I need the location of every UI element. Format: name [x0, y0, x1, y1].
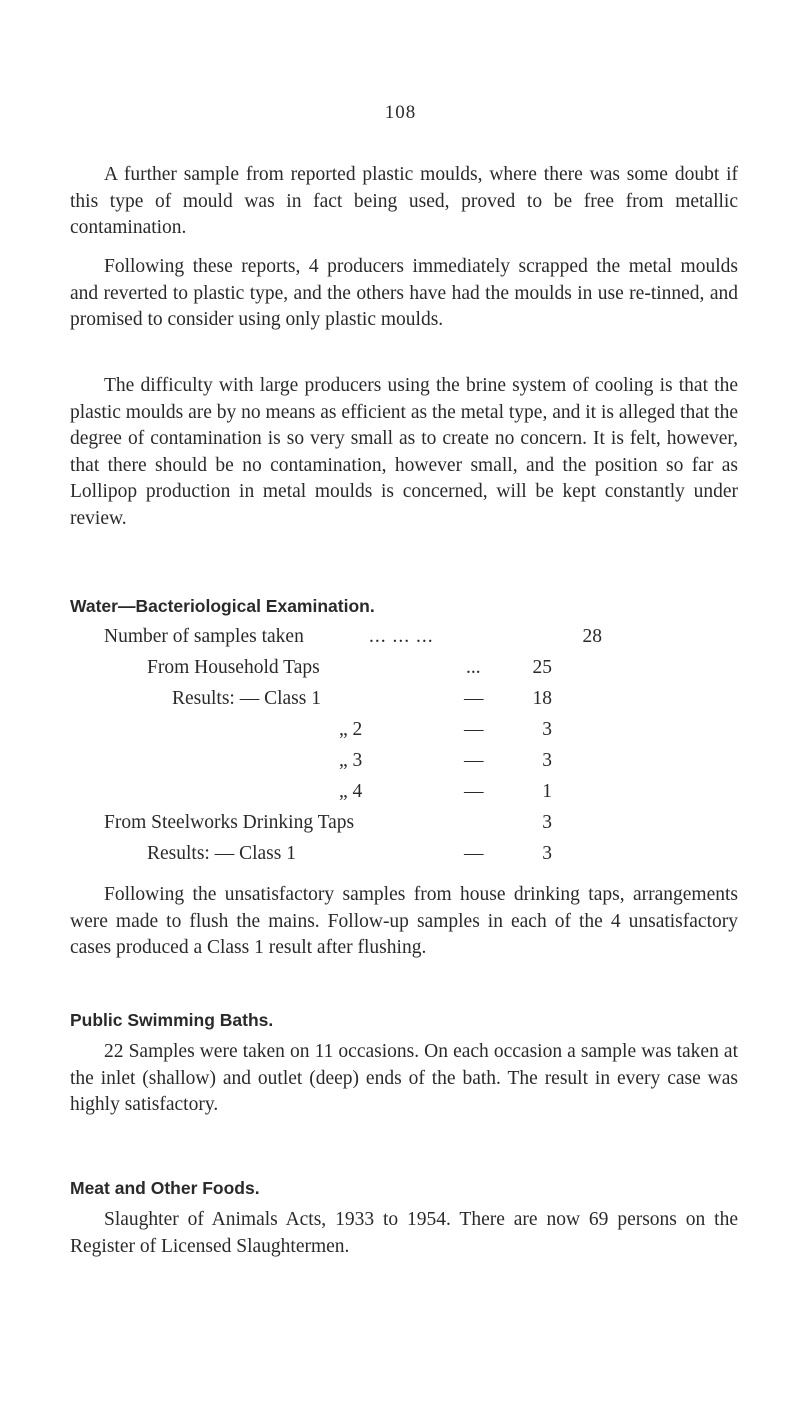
page-number: 108 [384, 102, 417, 123]
paragraph-producers-scrapped: Following these reports, 4 producers immediately scrapped the metal moulds and reverted to plastic type, and the others have had the moulds in use re-tinned, and promised to consider using only plastic moulds. [70, 256, 738, 330]
table-row-label: From Steelworks Drinking Taps [104, 812, 355, 833]
table-row-value: 3 [542, 719, 552, 740]
swimming-section-heading: Public Swimming Baths. [70, 1010, 274, 1030]
table-row-dots: ... ... ... [369, 626, 434, 647]
table-row-dash: — [464, 750, 484, 771]
table-row-value: 3 [542, 843, 552, 864]
table-row-label: From Household Taps [147, 657, 320, 678]
paragraph-swimming-baths: 22 Samples were taken on 11 occasions. On each occasion a sample was taken at the inlet (shallow) and outlet (deep) ends of the bath. The result in every case was highly satisfactory. [70, 1041, 738, 1115]
table-row-label: „ 3 [339, 750, 363, 771]
table-row-label: „ 2 [339, 719, 363, 740]
table-row-dash: — [464, 843, 484, 864]
table-row-label: Results: — Class 1 [172, 688, 321, 709]
table-row-label: „ 4 [339, 781, 363, 802]
table-row-value: 3 [542, 750, 552, 771]
table-row-dots: ... [466, 657, 481, 678]
table-row-label: Results: — Class 1 [147, 843, 296, 864]
paragraph-plastic-moulds-sample: A further sample from reported plastic moulds, where there was some doubt if this type of mould was in fact being used, proved to be free from metallic contamination. [70, 164, 738, 238]
table-row-value: 1 [542, 781, 552, 802]
table-row-value: 3 [542, 812, 552, 833]
paragraph-brine-system: The difficulty with large producers using the brine system of cooling is that the plastic moulds are by no means as efficient as the metal type, and it is alleged that the degree of contamination is so very small as to create no concern. It is felt, however, that there should be no contamination, however small, and the position so far as Lollipop production in metal moulds is concerned, will be kept constantly under review. [70, 375, 738, 529]
table-row-value: 28 [582, 626, 602, 647]
meat-section-heading: Meat and Other Foods. [70, 1178, 260, 1198]
table-row-dash: — [464, 688, 484, 709]
paragraph-flushing-followup: Following the unsatisfactory samples from house drinking taps, arrangements were made to flush the mains. Follow-up samples in each of the 4 unsatisfactory cases produced a Class 1 result after flushing. [70, 884, 738, 958]
table-row-label: Number of samples taken [104, 626, 304, 647]
table-row-dash: — [464, 719, 484, 740]
water-section-heading: Water—Bacteriological Examination. [70, 596, 375, 616]
table-row-value: 25 [532, 657, 552, 678]
table-row-dash: — [464, 781, 484, 802]
paragraph-slaughtermen: Slaughter of Animals Acts, 1933 to 1954. There are now 69 persons on the Register of Licensed Slaughtermen. [70, 1209, 738, 1257]
table-row-value: 18 [532, 688, 552, 709]
